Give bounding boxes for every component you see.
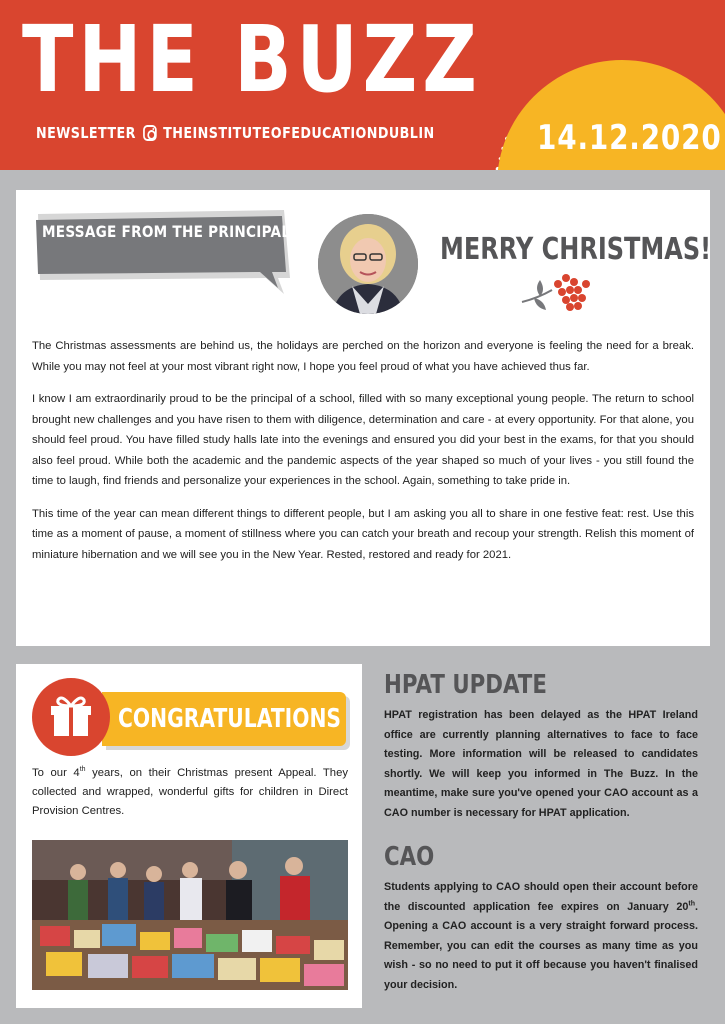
principal-message-panel	[16, 190, 710, 646]
congrats-text-start: To our 4	[32, 767, 80, 779]
issue-date: 14.12.2020	[537, 118, 722, 158]
instagram-handle[interactable]: THEINSTITUTEOFEDUCATIONDUBLIN	[163, 124, 435, 142]
congratulations-panel	[16, 664, 362, 1008]
principal-message-body	[32, 336, 694, 577]
congrats-text-sup: th	[79, 766, 86, 774]
principal-paragraph-2: I know I am extraordinarily proud to be the principal of a school, filled with so many exceptional young people. The return to school brought new challenges and you have risen to them with diligence, determination and care - at every opportunity. For that alone, you should feel proud. You have filled study halls late into the evenings and ensured you did your best in the exams, for that you should also feel proud. While both the academic and the pandemic aspects of the year shaped so much of your lives - you still found the time to laugh, find friends and personalize your experiences in the school. Again, something to take pride in.	[32, 393, 694, 487]
cao-text	[384, 878, 698, 996]
congrats-text-end: years, on their Christmas present Appeal. They collected and wrapped, wonderful gifts for children in Direct Provision Centres.	[32, 767, 348, 817]
speech-bubble	[34, 208, 296, 294]
cao-text-end: . Opening a CAO account is a very straight forward process. Remember, you can edit the courses as many time as you wish - so no need to put it off because you haven't finalised your decision.	[384, 900, 698, 991]
congratulations-heading: CONGRATULATIONS	[118, 704, 342, 734]
principal-paragraph-1: The Christmas assessments are behind us, the holidays are perched on the horizon and everyone is feeling the need for a break. While you may not feel at your most vibrant right now, I hope you feel proud of what you have achieved thus far.	[32, 340, 694, 373]
cao-heading: CAO	[384, 842, 435, 872]
newsletter-header	[0, 0, 725, 170]
instagram-icon	[143, 125, 157, 141]
cao-text-start: Students applying to CAO should open their account before the discounted application fee expires on January 20	[384, 881, 698, 913]
cao-text-sup: th	[688, 900, 695, 907]
cao-section	[384, 844, 698, 996]
principal-photo	[318, 214, 418, 314]
merry-christmas-heading: MERRY CHRISTMAS!	[440, 232, 712, 267]
gift-appeal-photo	[32, 840, 348, 990]
congratulations-text	[32, 764, 348, 821]
newsletter-label: NEWSLETTER	[36, 124, 136, 142]
newsletter-title: THE BUZZ	[22, 6, 482, 113]
principal-bubble-label: MESSAGE FROM THE PRINCIPAL	[42, 222, 291, 241]
right-column	[384, 670, 698, 991]
congratulations-banner	[102, 692, 346, 746]
principal-paragraph-3: This time of the year can mean different things to different people, but I am asking you all to share in one festive feat: rest. Use this time as a moment of pause, a moment of stillness where you can catch your breath and recoup your strength. Relish this moment of miniature hibernation and we will see you in the New Year. Rested, restored and ready for 2021.	[32, 507, 694, 561]
header-subline	[36, 124, 435, 142]
hpat-text: HPAT registration has been delayed as the HPAT Ireland office are currently planning alternatives to face to face testing. More information will be released to candidates shortly. We will keep you informed in The Buzz. In the meantime, make sure you've opened your CAO account as a CAO number is necessary for HPAT application.	[384, 709, 698, 819]
gift-icon	[32, 678, 110, 756]
holly-berries-icon	[520, 272, 596, 314]
hpat-heading: HPAT UPDATE	[384, 670, 547, 700]
